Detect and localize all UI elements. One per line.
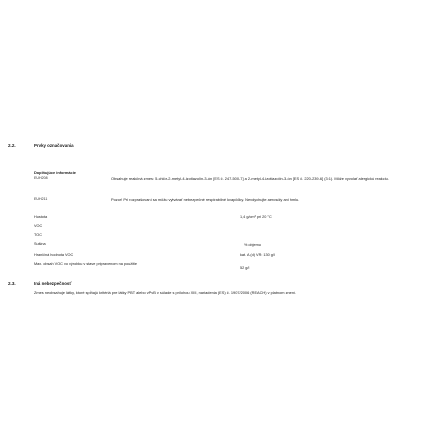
property-label-solids: Sušina (34, 241, 46, 246)
euh211-code: EUH211 (34, 197, 48, 201)
property-label-voc-limit: Hraničná hodnota VOC (34, 253, 74, 257)
property-label-voc: VOC (34, 224, 43, 228)
property-value-solids: % objemu (244, 243, 261, 247)
property-value-voc-limit: kat. A (d) VR: 130 g/l (240, 253, 275, 257)
property-label-density: Hustota (34, 215, 48, 219)
euh208-code: EUH208 (34, 176, 48, 180)
euh211-text: Pozor! Pri rozprašovaní sa môžu vytvárať nebezpečné respirabilné kvapôčky. Nevdychujte aerosóly ani hmlu. (111, 196, 300, 202)
supplementary-heading: Doplňujúce informácie (34, 170, 76, 175)
property-label-max-voc: Max. obsah VOC vo výrobku v stave pripravenom na použitie (34, 262, 137, 266)
property-label-toc: TOC (34, 233, 42, 237)
section-2-3-text: Zmes neobsahuje látky, ktoré spĺňajú kritériá pre látky PBT alebo vPvB v súlade s prílohou XIII, nariadenia (ES) č. 1907/2006 (REACH) v platnom znení. (34, 290, 297, 295)
section-title-2-2: Prvky označovania (34, 143, 74, 148)
section-number-2-2: 2.2. (8, 143, 16, 148)
section-number-2-3: 2.3. (8, 281, 16, 286)
section-title-2-3: Iná nebezpečnosť (34, 281, 72, 286)
property-value-max-voc: 52 g/l (240, 266, 250, 270)
property-value-density: 1,4 g/cm³ pri 20 °C (240, 215, 272, 219)
euh208-text: Obsahuje reakčná zmes: 5-chlór-2-metyl-4-izotiazolín-3-ón [ES č. 247-500-7] a 2-metyl-4-izotiazolín-3-ón [ES č. 220-239-6] (3:1). Môže vyvolať alergickú reakciu. (111, 175, 389, 181)
